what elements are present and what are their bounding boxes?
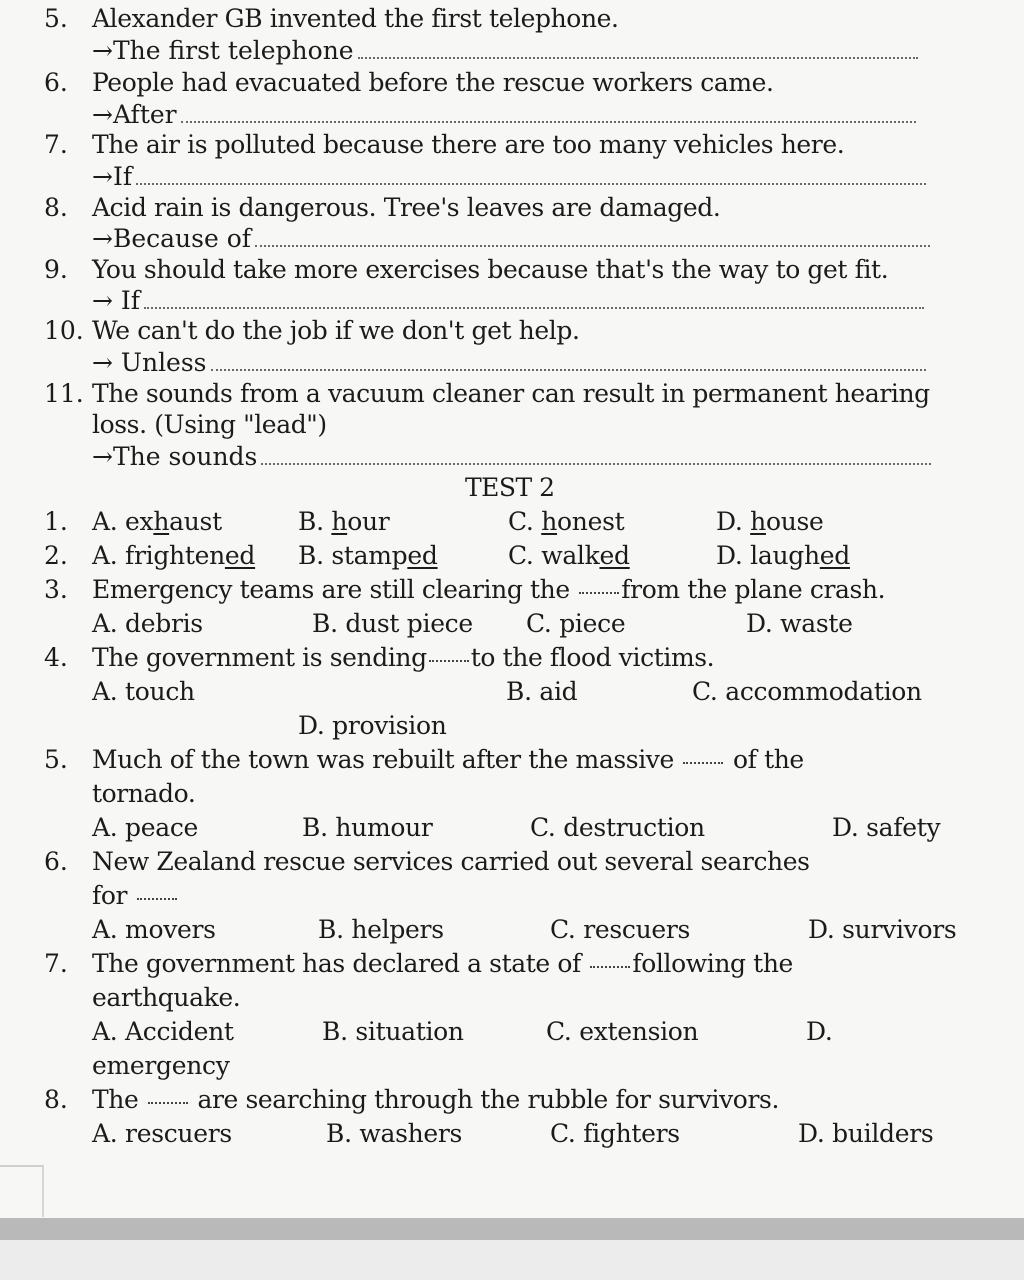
option-a: A. debris [92, 609, 203, 638]
item-sentence: The air is polluted because there are too many vehicles here. [92, 130, 845, 159]
answer-prompt: →The sounds [92, 442, 258, 471]
item-sentence: People had evacuated before the rescue workers came. [92, 68, 774, 97]
item-sentence: Acid rain is dangerous. Tree's leaves are damaged. [92, 193, 721, 222]
option-b: B. humour [302, 813, 433, 842]
option-b: B. washers [326, 1119, 463, 1148]
answer-blank [358, 57, 918, 59]
answer-line [92, 350, 926, 375]
answer-line [92, 288, 924, 313]
question-stem-continued: earthquake. [92, 983, 241, 1012]
item-number: 11. [44, 379, 84, 408]
section-heading: TEST 2 [465, 473, 555, 502]
option-a: A. frightened [92, 541, 256, 570]
option-c: C. piece [526, 609, 626, 638]
question-number: 7. [44, 949, 68, 978]
answer-line [92, 226, 930, 251]
option-b: B. situation [322, 1017, 464, 1046]
answer-prompt: → If [92, 286, 141, 315]
question-number: 4. [44, 643, 68, 672]
question-number: 5. [44, 745, 68, 774]
bottom-strip [0, 1240, 1024, 1280]
option-c: C. accommodation [692, 677, 922, 706]
option-a: A. peace [92, 813, 199, 842]
option-c: C. destruction [530, 813, 705, 842]
option-d: D. survivors [808, 915, 957, 944]
question-stem: The government has declared a state of following the [92, 949, 793, 978]
answer-blank [181, 121, 916, 123]
item-sentence: Alexander GB invented the first telephone. [92, 4, 619, 33]
item-number: 8. [44, 193, 68, 222]
option-c: C. honest [508, 507, 625, 536]
option-d-continued: emergency [92, 1051, 230, 1080]
question-number: 6. [44, 847, 68, 876]
answer-line [92, 444, 931, 469]
item-number: 9. [44, 255, 68, 284]
option-d: D. provision [298, 711, 447, 740]
option-a: A. movers [92, 915, 216, 944]
item-sentence-continued: loss. (Using "lead") [92, 410, 327, 439]
answer-blank [136, 183, 926, 185]
question-stem: The are searching through the rubble for survivors. [92, 1085, 779, 1114]
item-number: 10. [44, 316, 84, 345]
question-stem: Emergency teams are still clearing the from the plane crash. [92, 575, 886, 604]
item-number: 6. [44, 68, 68, 97]
answer-prompt: → Unless [92, 348, 207, 377]
option-d: D. laughed [716, 541, 850, 570]
question-number: 8. [44, 1085, 68, 1114]
item-number: 5. [44, 4, 68, 33]
page-edge-mark [0, 1165, 44, 1217]
item-number: 7. [44, 130, 68, 159]
answer-blank [255, 245, 930, 247]
question-number: 3. [44, 575, 68, 604]
option-b: B. stamped [298, 541, 438, 570]
option-d: D. safety [832, 813, 941, 842]
option-b: B. helpers [318, 915, 444, 944]
answer-line [92, 38, 918, 63]
option-b: B. dust piece [312, 609, 473, 638]
option-c: C. fighters [550, 1119, 680, 1148]
question-stem-continued: tornado. [92, 779, 196, 808]
question-stem: Much of the town was rebuilt after the massive of the [92, 745, 804, 774]
item-sentence: The sounds from a vacuum cleaner can result in permanent hearing [92, 379, 930, 408]
option-b: B. hour [298, 507, 390, 536]
answer-prompt: →The first telephone [92, 36, 354, 65]
answer-blank [211, 369, 926, 371]
answer-blank [261, 463, 931, 465]
answer-line [92, 164, 926, 189]
option-a: A. touch [92, 677, 195, 706]
item-sentence: We can't do the job if we don't get help. [92, 316, 580, 345]
option-a: A. rescuers [92, 1119, 232, 1148]
option-c: C. extension [546, 1017, 699, 1046]
answer-line [92, 102, 916, 127]
option-c: C. rescuers [550, 915, 691, 944]
option-d: D. [806, 1017, 833, 1046]
question-stem: New Zealand rescue services carried out several searches [92, 847, 810, 876]
answer-blank [144, 307, 924, 309]
answer-prompt: →After [92, 100, 177, 129]
answer-prompt: →Because of [92, 224, 251, 253]
item-sentence: You should take more exercises because that's the way to get fit. [92, 255, 889, 284]
bottom-scroll-bar[interactable] [0, 1218, 1024, 1240]
option-d: D. waste [746, 609, 853, 638]
answer-prompt: →If [92, 162, 133, 191]
question-number: 1. [44, 507, 68, 536]
option-d: D. builders [798, 1119, 934, 1148]
question-stem: The government is sending to the flood victims. [92, 643, 715, 672]
option-d: D. house [716, 507, 824, 536]
option-c: C. walked [508, 541, 630, 570]
option-a: A. Accident [92, 1017, 234, 1046]
question-stem-continued: for [92, 883, 179, 908]
option-b: B. aid [506, 677, 578, 706]
question-number: 2. [44, 541, 68, 570]
option-a: A. exhaust [92, 507, 222, 536]
